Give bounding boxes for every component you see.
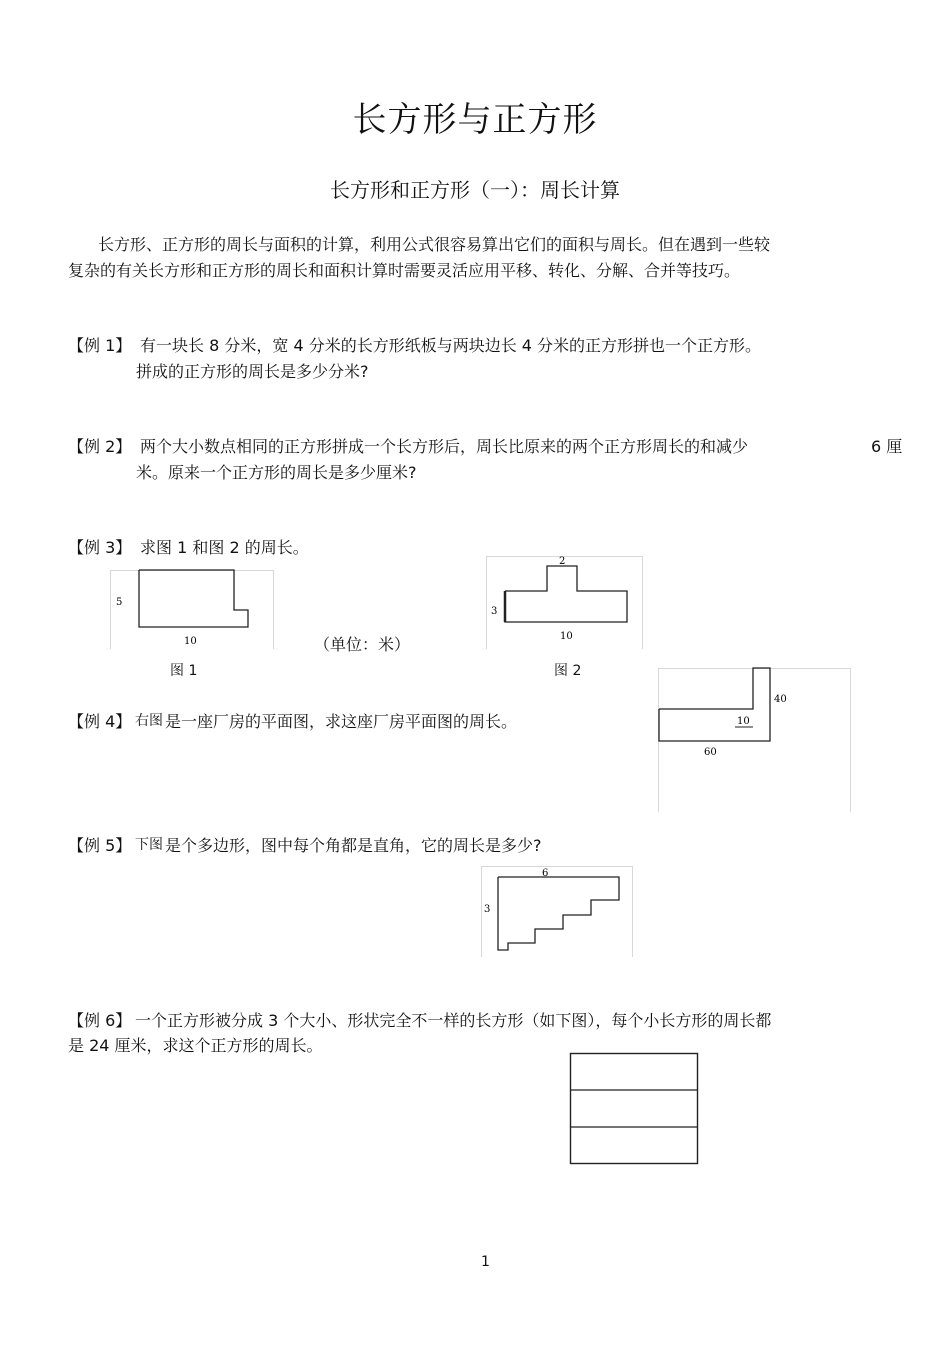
example-3-line-1: 求图 1 和图 2 的周长。 [140, 538, 309, 557]
figure-4-inner-label: 10 [737, 716, 750, 727]
figure-1-caption: 图 1 [170, 663, 198, 679]
example-4-label: 【例 4】 [68, 712, 132, 731]
figure-5-left-label: 3 [484, 904, 491, 915]
figure-2-caption: 图 2 [554, 663, 582, 679]
page-number: 1 [481, 1254, 490, 1270]
figure-1-height-label: 5 [116, 597, 123, 608]
example-4-text: 是一座厂房的平面图，求这座厂房平面图的周长。 [165, 712, 518, 731]
figure-4-right-label: 40 [774, 694, 787, 705]
example-2-line-2: 米。原来一个正方形的周长是多少厘米? [136, 463, 417, 482]
figure-2-top-label: 2 [559, 556, 566, 567]
figure-1-shape [139, 570, 248, 627]
page-title: 长方形与正方形 [352, 100, 598, 140]
intro-line-1: 长方形、正方形的周长与面积的计算，利用公式很容易算出它们的面积与周长。但在遇到一些较 [98, 235, 771, 254]
figure-2-bottom-label: 10 [560, 631, 573, 642]
figure-1 [110, 565, 280, 655]
figure-2-shape [505, 566, 627, 622]
figure-5 [481, 863, 636, 958]
unit-note: （单位：米） [314, 635, 411, 654]
figure-6-square [571, 1054, 698, 1164]
figure-4-shape [659, 668, 770, 741]
example-5-ref: 下图 [135, 837, 163, 853]
figure-6 [568, 1051, 702, 1169]
example-3-label: 【例 3】 [68, 538, 132, 557]
intro-line-2: 复杂的有关长方形和正方形的周长和面积计算时需要灵活应用平移、转化、分解、合并等技巧。 [68, 261, 741, 280]
example-2-label: 【例 2】 [68, 437, 132, 456]
figure-2 [486, 553, 646, 648]
example-2-line-1: 两个大小数点相同的正方形拼成一个长方形后，周长比原来的两个正方形周长的和减少 [140, 437, 749, 456]
example-2-line-1-end: 6 厘 [871, 437, 903, 456]
figure-5-top-label: 6 [542, 868, 549, 879]
example-5-text: 是个多边形，图中每个角都是直角，它的周长是多少? [165, 836, 542, 855]
example-6-line-1: 一个正方形被分成 3 个大小、形状完全不一样的长方形（如下图），每个小长方形的周长都 [135, 1011, 772, 1030]
section-subtitle: 长方形和正方形（一）：周长计算 [330, 178, 620, 202]
figure-2-left-label: 3 [491, 606, 498, 617]
figure-4 [658, 665, 853, 815]
example-1-label: 【例 1】 [68, 336, 132, 355]
example-1-line-2: 拼成的正方形的周长是多少分米? [136, 362, 369, 381]
example-6-line-2: 是 24 厘米，求这个正方形的周长。 [68, 1036, 323, 1055]
example-6-label: 【例 6】 [68, 1011, 132, 1030]
figure-5-shape [498, 877, 619, 950]
example-4-ref: 右图 [135, 713, 163, 729]
example-1-line-1: 有一块长 8 分米，宽 4 分米的长方形纸板与两块边长 4 分米的正方形拼也一个正方形。 [140, 336, 762, 355]
figure-4-bottom-label: 60 [704, 747, 717, 758]
figure-1-width-label: 10 [184, 636, 197, 647]
example-5-label: 【例 5】 [68, 836, 132, 855]
